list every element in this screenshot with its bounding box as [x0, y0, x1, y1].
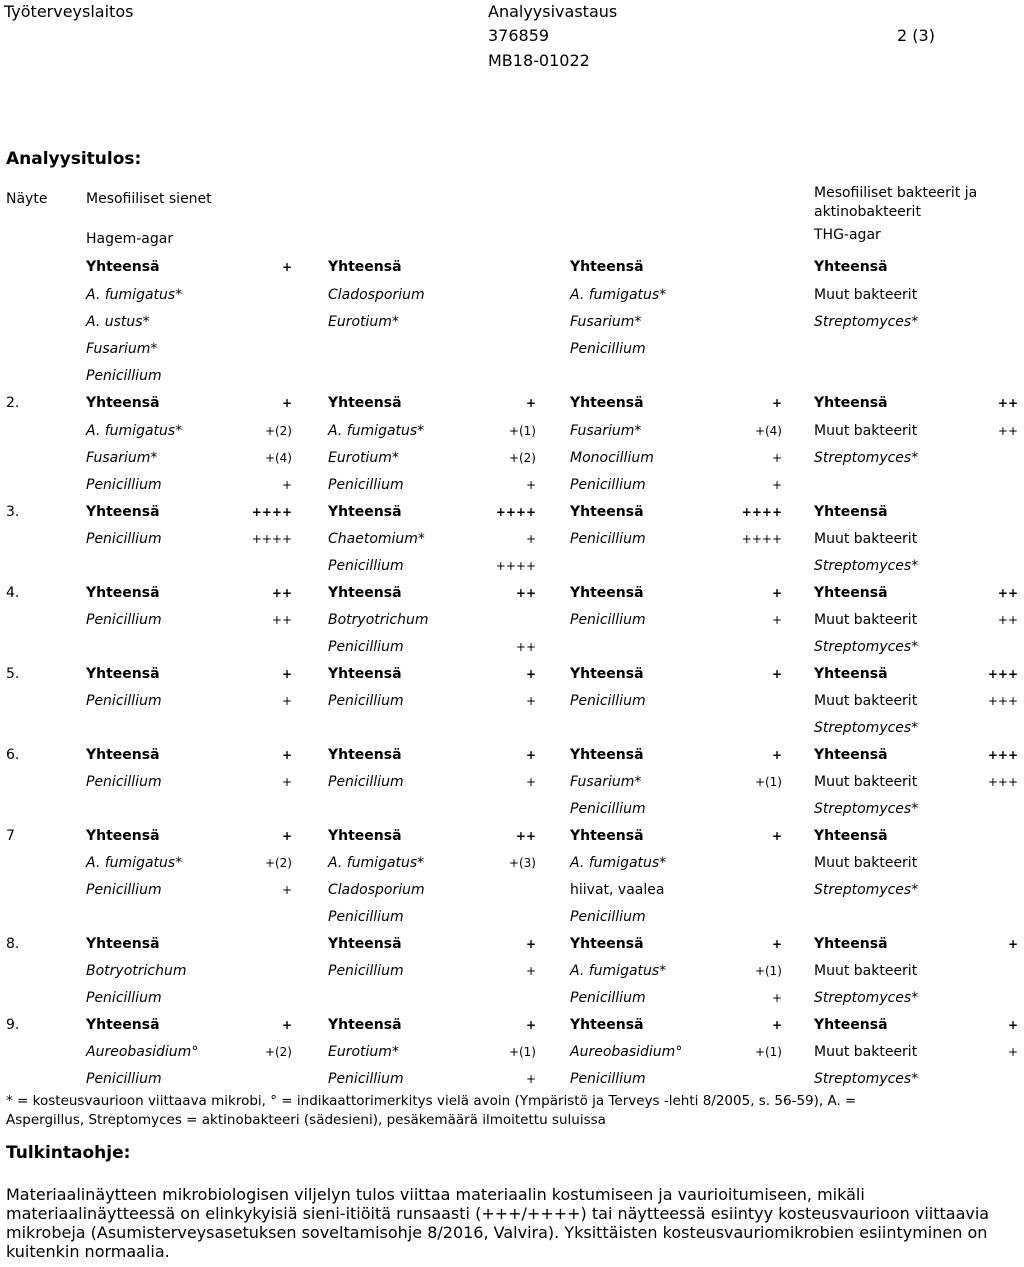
abundance-mark: +(1): [754, 964, 782, 978]
total-label: Yhteensä: [328, 747, 402, 763]
abundance-mark: +: [771, 478, 782, 492]
sample-number: 4.: [6, 585, 20, 601]
organism-name: Fusarium*: [570, 314, 642, 330]
abundance-mark: +(2): [264, 856, 292, 870]
sample-number: 9.: [6, 1017, 20, 1033]
organism-name: Muut bakteerit: [814, 774, 918, 790]
organism-name: Aureobasidium°: [570, 1044, 683, 1060]
total-label: Yhteensä: [814, 504, 888, 520]
abundance-mark: +++: [987, 667, 1018, 681]
total-label: Yhteensä: [86, 585, 160, 601]
abundance-mark: +(2): [264, 424, 292, 438]
organism-name: Fusarium*: [570, 423, 642, 439]
abundance-mark: +: [525, 478, 536, 492]
abundance-mark: +: [281, 883, 292, 897]
total-label: Yhteensä: [86, 747, 160, 763]
total-label: Yhteensä: [570, 828, 644, 844]
total-label: Yhteensä: [86, 504, 160, 520]
abundance-mark: ++++: [741, 505, 782, 519]
abundance-mark: +: [525, 667, 536, 681]
total-label: Yhteensä: [328, 936, 402, 952]
organism-name: Fusarium*: [86, 341, 158, 357]
abundance-mark: +(3): [508, 856, 536, 870]
organism-name: A. fumigatus*: [328, 423, 425, 439]
abundance-mark: +: [281, 694, 292, 708]
total-label: Yhteensä: [86, 395, 160, 411]
fungi-medium: Hagem-agar: [86, 231, 174, 247]
abundance-mark: ++: [271, 613, 292, 627]
abundance-mark: +(2): [264, 1045, 292, 1059]
organism-name: Penicillium: [328, 774, 404, 790]
abundance-mark: +: [771, 1018, 782, 1032]
total-label: Yhteensä: [570, 936, 644, 952]
abundance-mark: ++++: [741, 532, 782, 546]
organism-name: Penicillium: [570, 693, 646, 709]
organism-name: Penicillium: [570, 612, 646, 628]
footnote-line-1: * = kosteusvaurioon viittaava mikrobi, ° = indikaattorimerkitys vielä avoin (Ympäristö ja Terveys -lehti 8/2005, s. 56-59), A. =: [6, 1093, 857, 1109]
organism-name: Penicillium: [570, 531, 646, 547]
org-name: Työterveyslaitos: [4, 2, 134, 21]
organism-name: Penicillium: [86, 531, 162, 547]
organism-name: Muut bakteerit: [814, 612, 918, 628]
organism-name: Streptomyces*: [814, 558, 919, 574]
bacteria-medium: THG-agar: [814, 227, 881, 243]
organism-name: Fusarium*: [86, 450, 158, 466]
abundance-mark: +: [1007, 937, 1018, 951]
abundance-mark: +: [525, 396, 536, 410]
total-label: Yhteensä: [814, 747, 888, 763]
organism-name: Penicillium: [328, 909, 404, 925]
page-number: 2 (3): [897, 26, 935, 45]
abundance-mark: +(4): [264, 451, 292, 465]
organism-name: Penicillium: [570, 1071, 646, 1087]
organism-name: Fusarium*: [570, 774, 642, 790]
total-label: Yhteensä: [814, 585, 888, 601]
abundance-mark: ++: [515, 586, 536, 600]
abundance-mark: +: [525, 748, 536, 762]
organism-name: Penicillium: [86, 882, 162, 898]
organism-name: Penicillium: [570, 990, 646, 1006]
total-label: Yhteensä: [814, 828, 888, 844]
total-label: Yhteensä: [328, 585, 402, 601]
organism-name: Streptomyces*: [814, 1071, 919, 1087]
total-label: Yhteensä: [86, 1017, 160, 1033]
guide-title: Tulkintaohje:: [6, 1143, 131, 1163]
organism-name: Eurotium*: [328, 314, 399, 330]
abundance-mark: +: [525, 937, 536, 951]
footnote-line-2: Aspergillus, Streptomyces = aktinobakteeri (sädesieni), pesäkemäärä ilmoitettu suluissa: [6, 1112, 606, 1128]
organism-name: Penicillium: [86, 477, 162, 493]
abundance-mark: +: [525, 1072, 536, 1086]
abundance-mark: +(2): [508, 451, 536, 465]
organism-name: Botryotrichum: [328, 612, 429, 628]
organism-name: A. fumigatus*: [86, 287, 183, 303]
abundance-mark: +: [525, 532, 536, 546]
abundance-mark: +: [281, 775, 292, 789]
total-label: Yhteensä: [570, 259, 644, 275]
organism-name: Penicillium: [86, 693, 162, 709]
abundance-mark: +: [771, 586, 782, 600]
abundance-mark: +: [281, 748, 292, 762]
total-label: Yhteensä: [814, 936, 888, 952]
organism-name: Penicillium: [86, 990, 162, 1006]
abundance-mark: +: [771, 748, 782, 762]
organism-name: Penicillium: [328, 477, 404, 493]
abundance-mark: ++: [515, 829, 536, 843]
col-header-sample: Näyte: [6, 191, 48, 207]
abundance-mark: +: [281, 396, 292, 410]
organism-name: A. fumigatus*: [86, 423, 183, 439]
abundance-mark: +: [525, 1018, 536, 1032]
doc-type: Analyysivastaus: [488, 2, 618, 21]
organism-name: Muut bakteerit: [814, 1044, 918, 1060]
organism-name: Streptomyces*: [814, 882, 919, 898]
organism-name: Muut bakteerit: [814, 963, 918, 979]
organism-name: Penicillium: [86, 774, 162, 790]
abundance-mark: +: [281, 667, 292, 681]
total-label: Yhteensä: [328, 504, 402, 520]
total-label: Yhteensä: [814, 666, 888, 682]
total-label: Yhteensä: [328, 259, 402, 275]
col-header-fungi: Mesofiiliset sienet: [86, 191, 212, 207]
organism-name: Monocillium: [570, 450, 654, 466]
organism-name: A. ustus*: [86, 314, 150, 330]
abundance-mark: ++++: [251, 505, 292, 519]
total-label: Yhteensä: [570, 666, 644, 682]
footnote: [6, 1092, 1016, 1130]
abundance-mark: +(1): [754, 775, 782, 789]
total-label: Yhteensä: [86, 936, 160, 952]
results-title: Analyysitulos:: [6, 149, 142, 169]
abundance-mark: +: [281, 260, 292, 274]
abundance-mark: ++: [997, 424, 1018, 438]
organism-name: Muut bakteerit: [814, 287, 918, 303]
organism-name: Penicillium: [328, 558, 404, 574]
total-label: Yhteensä: [86, 259, 160, 275]
organism-name: Streptomyces*: [814, 720, 919, 736]
organism-name: Penicillium: [328, 639, 404, 655]
abundance-mark: +: [771, 991, 782, 1005]
organism-name: Botryotrichum: [86, 963, 187, 979]
total-label: Yhteensä: [328, 828, 402, 844]
sample-number: 8.: [6, 936, 20, 952]
abundance-mark: ++: [271, 586, 292, 600]
organism-name: hiivat, vaalea: [570, 882, 665, 898]
total-label: Yhteensä: [328, 666, 402, 682]
abundance-mark: +: [1007, 1045, 1018, 1059]
abundance-mark: +: [281, 829, 292, 843]
organism-name: A. fumigatus*: [570, 855, 667, 871]
abundance-mark: ++: [515, 640, 536, 654]
organism-name: Penicillium: [86, 368, 162, 384]
organism-name: Penicillium: [86, 612, 162, 628]
abundance-mark: ++: [997, 613, 1018, 627]
total-label: Yhteensä: [814, 1017, 888, 1033]
organism-name: Cladosporium: [328, 287, 425, 303]
organism-name: Penicillium: [328, 1071, 404, 1087]
organism-name: A. fumigatus*: [570, 963, 667, 979]
organism-name: Muut bakteerit: [814, 693, 918, 709]
organism-name: Penicillium: [570, 909, 646, 925]
organism-name: A. fumigatus*: [86, 855, 183, 871]
abundance-mark: ++: [997, 396, 1018, 410]
organism-name: Muut bakteerit: [814, 423, 918, 439]
total-label: Yhteensä: [814, 395, 888, 411]
sample-number: 2.: [6, 395, 20, 411]
ref-code: MB18-01022: [488, 51, 590, 70]
abundance-mark: ++: [997, 586, 1018, 600]
organism-name: Penicillium: [86, 1071, 162, 1087]
abundance-mark: +: [771, 829, 782, 843]
abundance-mark: +: [771, 937, 782, 951]
abundance-mark: +++: [987, 694, 1018, 708]
total-label: Yhteensä: [86, 828, 160, 844]
organism-name: Streptomyces*: [814, 314, 919, 330]
organism-name: Penicillium: [328, 693, 404, 709]
organism-name: Muut bakteerit: [814, 531, 918, 547]
organism-name: A. fumigatus*: [570, 287, 667, 303]
abundance-mark: +(4): [754, 424, 782, 438]
abundance-mark: +: [1007, 1018, 1018, 1032]
organism-name: Streptomyces*: [814, 639, 919, 655]
abundance-mark: +: [771, 451, 782, 465]
total-label: Yhteensä: [328, 395, 402, 411]
abundance-mark: +: [525, 964, 536, 978]
abundance-mark: +++: [987, 775, 1018, 789]
sample-number: 6.: [6, 747, 20, 763]
total-label: Yhteensä: [814, 259, 888, 275]
organism-name: A. fumigatus*: [328, 855, 425, 871]
abundance-mark: +: [525, 694, 536, 708]
organism-name: Muut bakteerit: [814, 855, 918, 871]
sample-number: 7: [6, 828, 15, 844]
organism-name: Streptomyces*: [814, 801, 919, 817]
abundance-mark: +: [525, 775, 536, 789]
doc-number: 376859: [488, 26, 550, 45]
total-label: Yhteensä: [86, 666, 160, 682]
abundance-mark: +(1): [508, 424, 536, 438]
col-header-bacteria-line1: Mesofiiliset bakteerit ja: [814, 185, 978, 201]
abundance-mark: +: [281, 1018, 292, 1032]
organism-name: Eurotium*: [328, 1044, 399, 1060]
organism-name: Chaetomium*: [328, 531, 425, 547]
abundance-mark: ++++: [495, 559, 536, 573]
abundance-mark: +(1): [754, 1045, 782, 1059]
abundance-mark: +: [771, 613, 782, 627]
organism-name: Aureobasidium°: [86, 1044, 199, 1060]
abundance-mark: +: [771, 396, 782, 410]
organism-name: Eurotium*: [328, 450, 399, 466]
abundance-mark: +: [771, 667, 782, 681]
col-header-bacteria-line2: aktinobakteerit: [814, 204, 921, 220]
abundance-mark: ++++: [251, 532, 292, 546]
organism-name: Penicillium: [570, 477, 646, 493]
organism-name: Penicillium: [570, 341, 646, 357]
sample-number: 3.: [6, 504, 20, 520]
total-label: Yhteensä: [328, 1017, 402, 1033]
abundance-mark: +: [281, 478, 292, 492]
organism-name: Streptomyces*: [814, 450, 919, 466]
total-label: Yhteensä: [570, 395, 644, 411]
organism-name: Streptomyces*: [814, 990, 919, 1006]
total-label: Yhteensä: [570, 504, 644, 520]
abundance-mark: +++: [987, 748, 1018, 762]
guide-text: Materiaalinäytteen mikrobiologisen viljelyn tulos viittaa materiaalin kostumiseen ja vaurioitumiseen, mikäli materiaalinäytteessä on elinkykyisiä sieni-itiöitä runsaasti (+++/++++) tai näytteessä esiintyy kosteusvaurioon viittaavia mikrobeja (Asumisterveysasetuksen soveltamisohje 8/2016, Valvira). Yksittäisten kosteusvauriomikrobien esiintyminen on kuitenkin normaalia.: [6, 1185, 990, 1261]
total-label: Yhteensä: [570, 585, 644, 601]
organism-name: Penicillium: [570, 801, 646, 817]
organism-name: Cladosporium: [328, 882, 425, 898]
sample-number: 5.: [6, 666, 20, 682]
total-label: Yhteensä: [570, 747, 644, 763]
organism-name: Penicillium: [328, 963, 404, 979]
abundance-mark: +(1): [508, 1045, 536, 1059]
abundance-mark: ++++: [495, 505, 536, 519]
total-label: Yhteensä: [570, 1017, 644, 1033]
